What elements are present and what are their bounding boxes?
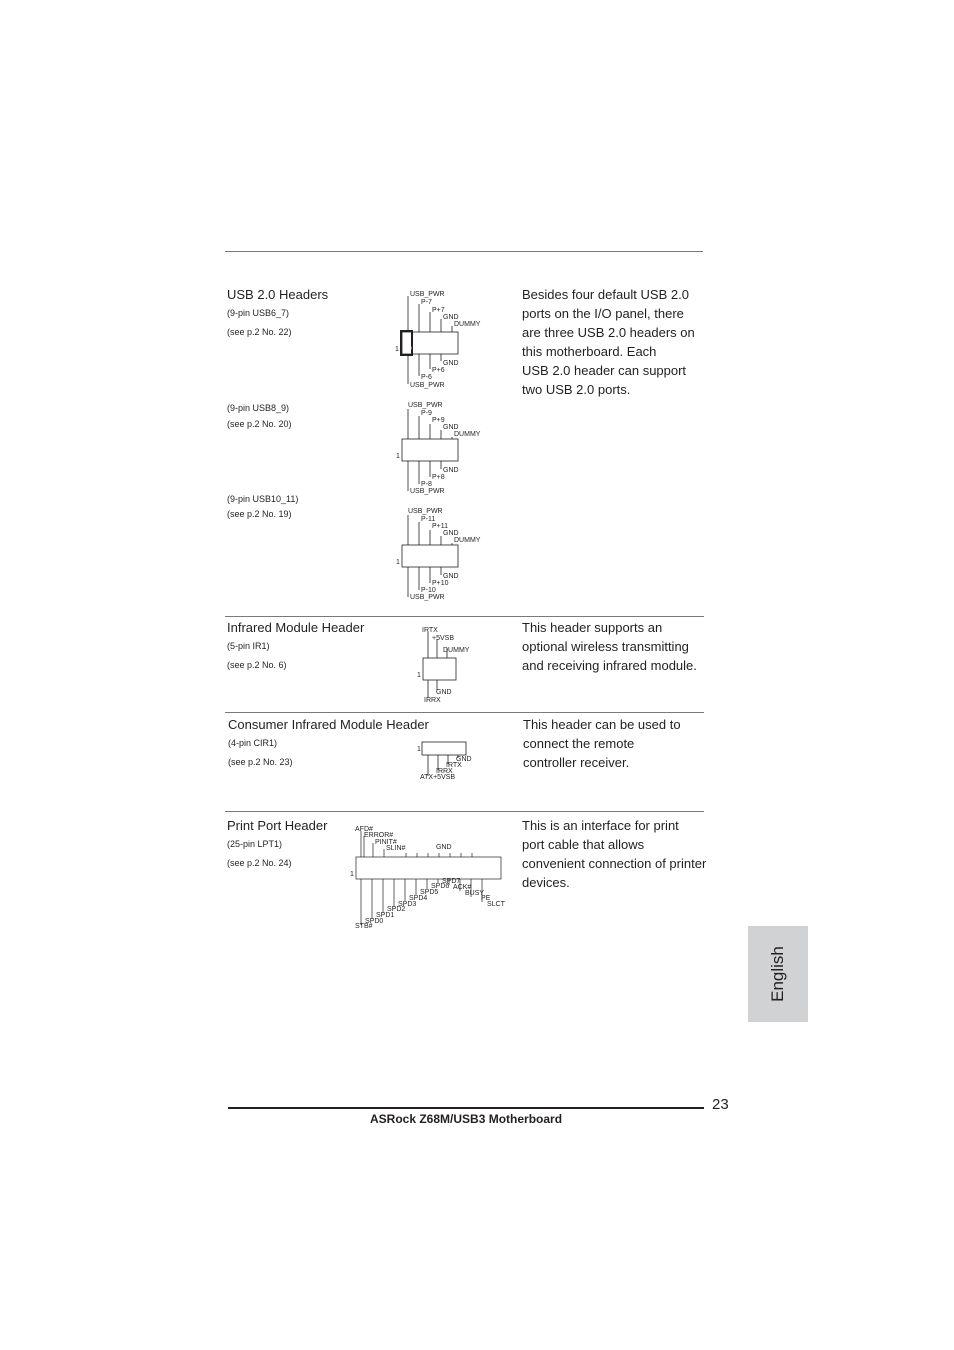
pin-label: DUMMY (454, 431, 481, 438)
desc-line: connect the remote (523, 736, 635, 751)
ir-ref: (see p.2 No. 6) (227, 660, 287, 670)
pin-label: BUSY (465, 890, 485, 897)
pin-label: P+10 (432, 580, 449, 587)
section-rule (225, 712, 704, 713)
pin-label: SPD0 (365, 918, 384, 925)
pin-label: GND (443, 530, 459, 537)
pin-one-label: 1 (417, 672, 421, 679)
pin-label: USB_PWR (410, 488, 445, 495)
pin-label: USB_PWR (408, 508, 443, 515)
pin-label: GND (443, 467, 459, 474)
pin-one-label: 1 (396, 453, 400, 460)
pin-label: IRRX (424, 697, 441, 704)
usb-h1-pins: (9-pin USB6_7) (227, 308, 290, 318)
pin-label: GND (436, 689, 452, 696)
pin-one-label: 1 (417, 746, 421, 753)
desc-line: convenient connection of printer (522, 856, 707, 871)
lpt-title: Print Port Header (227, 818, 328, 833)
language-tab (748, 926, 808, 1022)
desc-line: two USB 2.0 ports. (522, 382, 631, 397)
pin-label: IRTX (422, 627, 438, 634)
pin-label: GND (436, 844, 452, 851)
pin-label: DUMMY (454, 321, 481, 328)
desc-line: ports on the I/O panel, there (522, 306, 684, 321)
cir-title: Consumer Infrared Module Header (228, 717, 429, 732)
desc-line: This is an interface for print (522, 818, 679, 833)
usb6-7-pin-diagram (392, 288, 492, 392)
usb-h3-ref: (see p.2 No. 19) (227, 509, 292, 519)
pin-label: P-10 (421, 587, 436, 594)
usb8-9-pin-diagram (394, 399, 494, 499)
pin-label: GND (456, 756, 472, 763)
lpt1-pin-diagram (347, 822, 507, 932)
pin-label: ERROR# (364, 832, 394, 839)
desc-line: port cable that allows (522, 837, 645, 852)
lpt-pins: (25-pin LPT1) (227, 839, 283, 849)
language-label: English (768, 946, 787, 1002)
pin-label: SPD5 (420, 889, 439, 896)
section-rule (225, 616, 704, 617)
pin-label: P+11 (432, 523, 449, 530)
pin-label: PE (481, 895, 491, 902)
lpt-ref: (see p.2 No. 24) (227, 858, 292, 868)
pin-label: AFD# (355, 826, 373, 833)
pin-label: GND (443, 360, 459, 367)
footer-rule (228, 1107, 704, 1109)
desc-line: Besides four default USB 2.0 (522, 287, 689, 302)
pin-label: GND (443, 314, 459, 321)
desc-line: USB 2.0 header can support (522, 363, 687, 378)
section-rule (225, 811, 704, 812)
desc-line: devices. (522, 875, 570, 890)
pin-label: USB_PWR (410, 291, 445, 298)
pin-label: P+7 (432, 307, 445, 314)
pin-label: GND (443, 424, 459, 431)
cir-pins: (4-pin CIR1) (228, 738, 278, 748)
pin-label: GND (443, 573, 459, 580)
pin-one-label: 1 (350, 871, 354, 878)
usb-h1-ref: (see p.2 No. 22) (227, 327, 292, 337)
pin-label: P+6 (432, 367, 445, 374)
pin-one-label: 1 (396, 559, 400, 566)
pin-label: USB_PWR (408, 402, 443, 409)
pin-label: P-6 (421, 374, 432, 381)
pin-label: SPD6 (431, 883, 450, 890)
pin-label: STB# (355, 923, 373, 930)
pin-label: USB_PWR (410, 382, 445, 389)
pin-one-label: 1 (395, 346, 399, 353)
desc-line: are three USB 2.0 headers on (522, 325, 695, 340)
usb-title: USB 2.0 Headers (227, 287, 329, 302)
pin-label: SPD3 (398, 901, 417, 908)
pin-label: +5VSB (432, 635, 454, 642)
pin-label: SLCT (487, 901, 505, 908)
pin-label: IRRX (436, 768, 453, 775)
pin-label: P-9 (421, 410, 432, 417)
lpt-description (522, 816, 712, 892)
usb10-11-pin-diagram (394, 505, 494, 605)
cir-description (523, 715, 713, 772)
top-rule (225, 251, 703, 252)
cir1-pin-diagram (414, 738, 486, 784)
ir-pins: (5-pin IR1) (227, 641, 270, 651)
pin-label: SPD4 (409, 895, 428, 902)
pin-label: USB_PWR (410, 594, 445, 601)
usb-description (522, 285, 712, 399)
pin-label: ATX+5VSB (420, 774, 456, 781)
desc-line: this motherboard. Each (522, 344, 657, 359)
usb-h2-pins: (9-pin USB8_9) (227, 403, 290, 413)
footer-product: ASRock Z68M/USB3 Motherboard (370, 1112, 563, 1126)
pin-label: P-7 (421, 299, 432, 306)
pin-label: SPD2 (387, 906, 406, 913)
pin-label: DUMMY (454, 537, 481, 544)
cir-ref: (see p.2 No. 23) (228, 757, 293, 767)
ir-description (522, 618, 712, 675)
pin-label: PINIT# (375, 839, 397, 846)
pin-label: P-8 (421, 481, 432, 488)
pin-label: ACK# (453, 884, 472, 891)
pin-label: SLIN# (386, 845, 406, 852)
pin-label: SPD7 (442, 878, 461, 885)
pin-label: P+8 (432, 474, 445, 481)
pin-label: P+9 (432, 417, 445, 424)
ir-title: Infrared Module Header (227, 620, 365, 635)
desc-line: and receiving infrared module. (522, 658, 697, 673)
desc-line: This header can be used to (523, 717, 681, 732)
pin-label: IRTX (446, 762, 462, 769)
page-number: 23 (712, 1096, 729, 1113)
pin-label: DUMMY (443, 647, 470, 654)
ir1-pin-diagram (414, 624, 484, 706)
usb-h3-pins: (9-pin USB10_11) (227, 494, 299, 504)
desc-line: controller receiver. (523, 755, 630, 770)
pin-label: P-11 (421, 516, 436, 523)
desc-line: This header supports an (522, 620, 663, 635)
usb-h2-ref: (see p.2 No. 20) (227, 419, 292, 429)
desc-line: optional wireless transmitting (522, 639, 689, 654)
pin-label: SPD1 (376, 912, 395, 919)
